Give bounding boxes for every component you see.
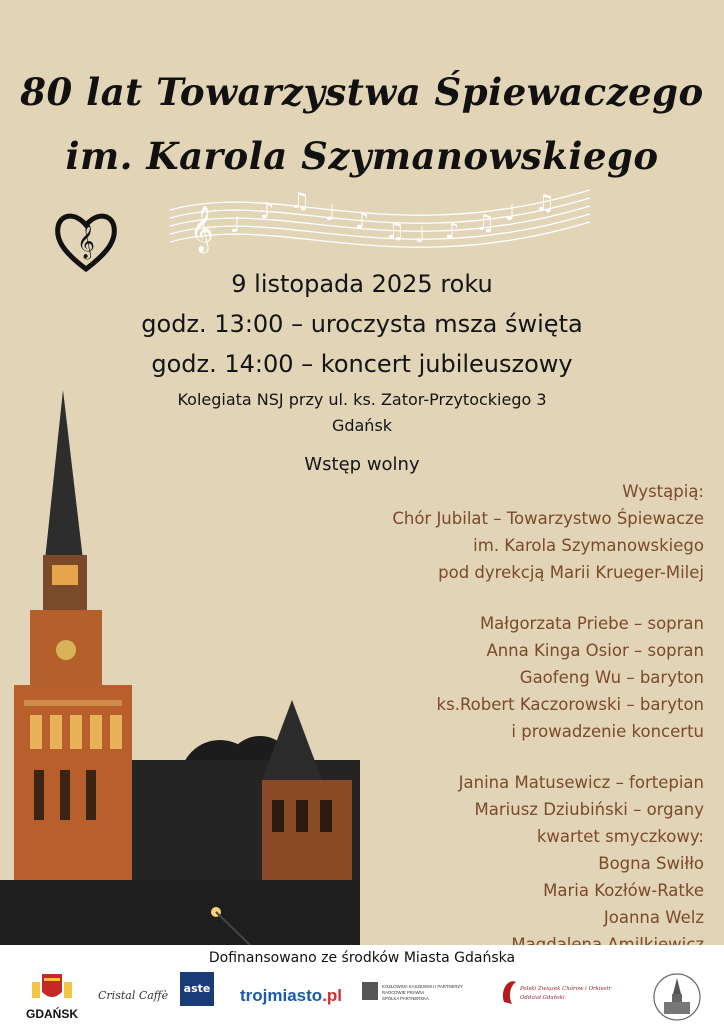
svg-text:𝄞: 𝄞	[190, 206, 214, 252]
event-venue: Kolegiata NSJ przy ul. ks. Zator-Przytockiego 3	[177, 390, 547, 409]
trojmiasto-name: trojmiasto	[240, 986, 323, 1005]
cristal-caffe-logo: Cristal Caffè	[98, 989, 169, 1002]
list-item: Małgorzata Priebe – sopran	[479, 614, 704, 633]
list-item: Joanna Welz	[603, 908, 704, 927]
poster-title-line1: 80 lat Towarzystwa Śpiewaczego	[20, 70, 704, 114]
poster-title-line2: im. Karola Szymanowskiego	[65, 134, 659, 178]
polski-zwiazek-chorow-logo	[498, 972, 638, 1012]
church-stamp-logo	[650, 972, 704, 1022]
svg-text:♩: ♩	[415, 223, 426, 248]
list-item: Gaofeng Wu – baryton	[519, 668, 704, 687]
list-item: Anna Kinga Osior – sopran	[486, 641, 704, 660]
pz-logo-line1: Polski Związek Chórów i Orkiestr	[520, 986, 612, 992]
svg-text:♫: ♫	[385, 219, 405, 244]
svg-text:♪: ♪	[445, 219, 460, 244]
svg-text:♫: ♫	[475, 211, 495, 236]
sponsor-title: Dofinansowano ze środków Miasta Gdańska	[208, 950, 516, 966]
svg-text:𝄞: 𝄞	[77, 224, 95, 259]
gdansk-logo-text: GDAŃSK	[25, 1007, 79, 1021]
kozlowski-kaszewski-logo	[360, 972, 480, 1012]
svg-text:♫: ♫	[290, 189, 310, 214]
svg-text:♫: ♫	[535, 191, 555, 216]
trojmiasto-logo	[240, 986, 342, 1006]
svg-text:♩: ♩	[325, 201, 336, 226]
svg-text:♩: ♩	[230, 213, 241, 238]
list-item: Chór Jubilat – Towarzystwo Śpiewacze	[392, 509, 704, 528]
list-item: Maria Kozłów-Ratke	[543, 881, 704, 900]
music-staff-notes	[160, 180, 600, 270]
kk-logo-line3: SPÓŁKA PARTNERSKA	[382, 996, 429, 1001]
event-mass-time: godz. 13:00 – uroczysta msza święta	[141, 310, 583, 338]
pz-logo-line2: Oddział Gdański	[520, 995, 565, 1001]
gdansk-logo	[20, 972, 84, 1022]
list-item: i prowadzenie koncertu	[511, 722, 704, 741]
list-item: pod dyrekcją Marii Krueger-Milej	[438, 563, 704, 582]
svg-text:♪: ♪	[355, 209, 370, 234]
free-entry-note: Wstęp wolny	[304, 454, 420, 475]
list-item: kwartet smyczkowy:	[536, 827, 704, 846]
kk-logo-line1: KOZŁOWSKI KASZEWSKI I PARTNERZY	[382, 984, 464, 989]
event-date: 9 listopada 2025 roku	[231, 270, 493, 298]
sponsor-footer	[0, 945, 724, 1024]
performers-list	[304, 478, 704, 958]
trojmiasto-tld: .pl	[322, 986, 343, 1005]
aste-logo: aste	[180, 972, 214, 1006]
svg-text:♩: ♩	[505, 201, 516, 226]
kk-logo-line2: RADCOWIE PRAWNI	[382, 990, 424, 995]
svg-text:♪: ♪	[260, 199, 275, 224]
list-item: im. Karola Szymanowskiego	[473, 536, 704, 555]
list-item: Janina Matusewicz – fortepian	[458, 773, 704, 792]
performers-heading: Wystąpią:	[622, 482, 704, 501]
list-item: ks.Robert Kaczorowski – baryton	[436, 695, 704, 714]
list-item: Mariusz Dziubiński – organy	[474, 800, 704, 819]
list-item: Bogna Swiłło	[598, 854, 704, 873]
heart-treble-clef-icon	[52, 207, 120, 275]
event-city: Gdańsk	[331, 416, 393, 435]
event-concert-time: godz. 14:00 – koncert jubileuszowy	[151, 350, 573, 378]
